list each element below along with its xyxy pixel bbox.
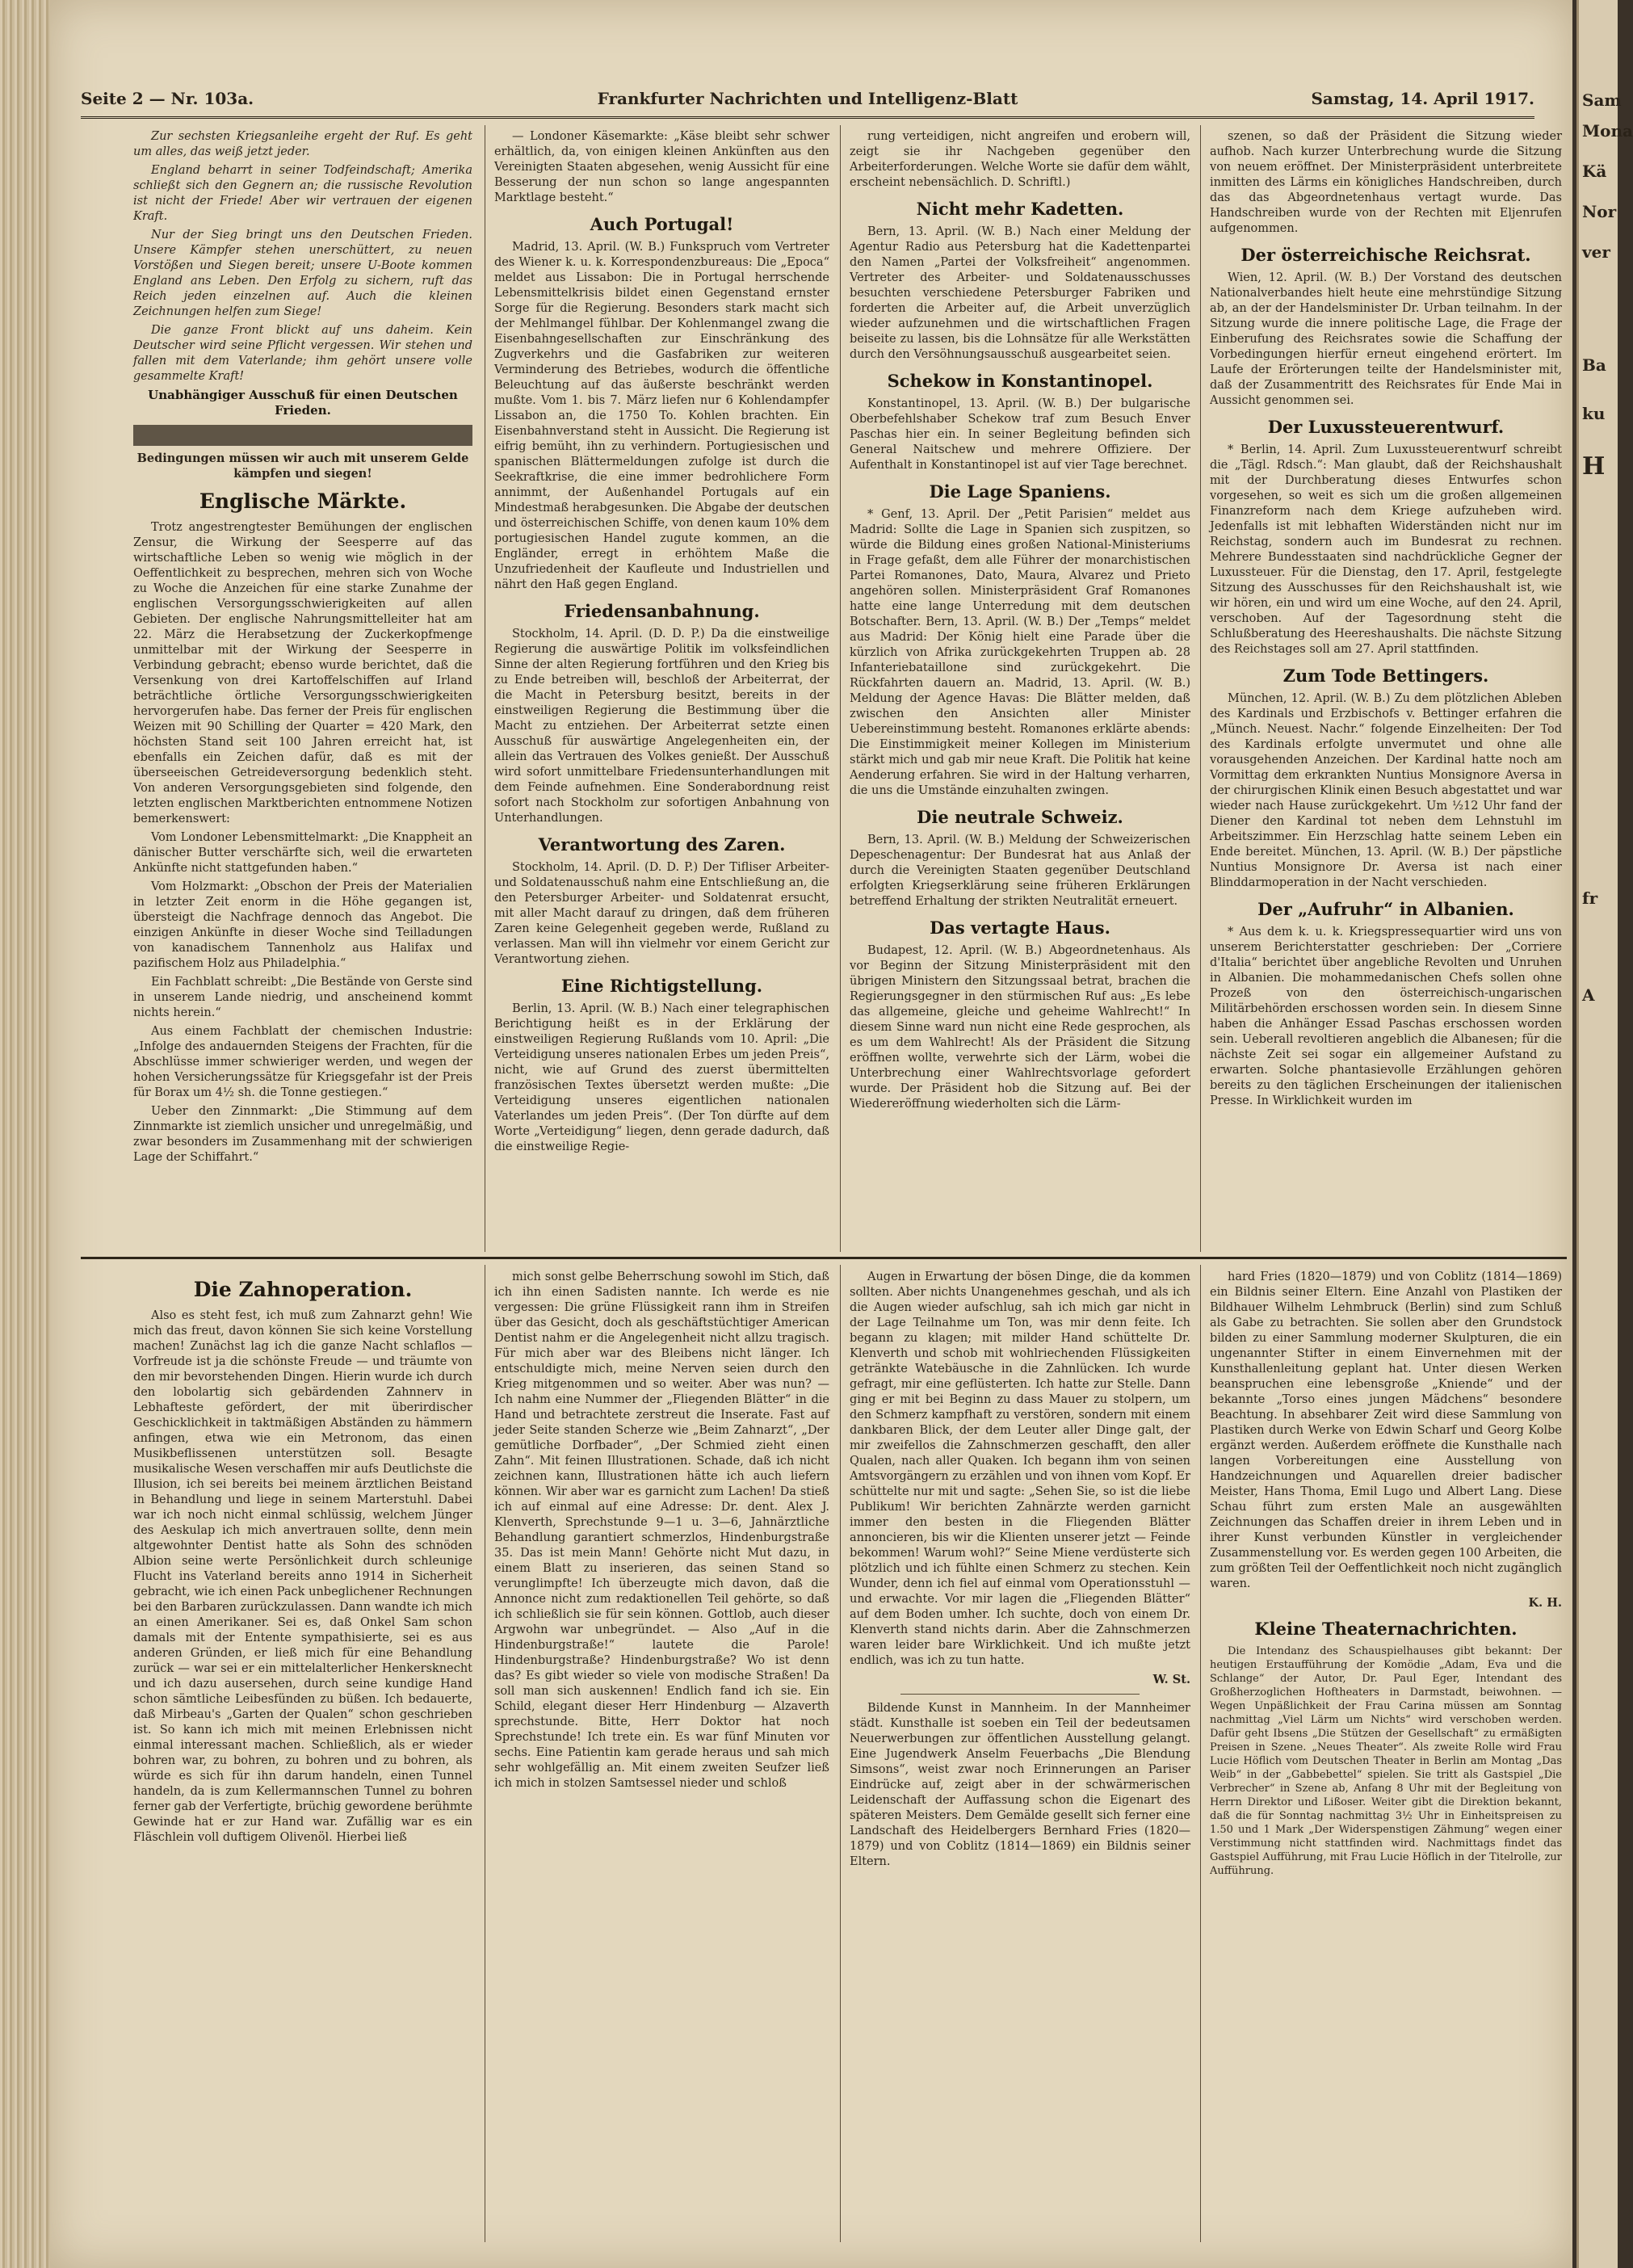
feuilleton-column-3 xyxy=(850,1270,1190,2243)
separator-line xyxy=(900,1694,1139,1695)
next-page-fragment: Kä xyxy=(1582,162,1607,181)
article-paragraph: * Aus dem k. u. k. Kriegspressequartier wird uns von unserem Berichterstatter geschrieben: Der „Corriere d'Italia“ berichtet über angebliche Revolten und Unruhen in Albanien. Die mohammedanischen Chefs sollen ohne Prozeß von den österreichisch-ungarischen Militärbehörden erschossen worden sein. In diesem Sinne haben die Anhänger Essad Paschas erschossen worden sein. Ueberall revoltieren angeblich die Albanesen; für die nächste Zeit sei sogar ein allgemeiner Aufstand zu erwarten. Solche phantasievolle Erzählungen gehören bereits zu den täglichen Erscheinungen der italienischen Presse. In Wirklichkeit wurden im xyxy=(1210,926,1562,1107)
theater-news-text: Die Intendanz des Schauspielhauses gibt bekannt: Der heutigen Erstaufführung der Komödie „Adam, Eva und die Schlange“ der Autor, Dr. Paul Eger, Intendant des Großherzoglichen Hoftheaters in Darmstadt, beiwohnen. — Wegen Unpäßlichkeit der Frau Carina müssen am Sonntag nachmittag „Viel Lärm um Nichts“ wird verschoben werden. Dafür geht Ibsens „Die Stützen der Gesellschaft“ zu ermäßigten Preisen in Szene. „Neues Theater“. Als zweite Rolle wird Frau Lucie Höflich vom Deutschen Theater in Berlin am Montag „Das Weib“ in der „Gabbebettel“ spielen. Sie tritt als Gastspiel „Die Verbrecher“ in Szene ab, Anfang 8 Uhr mit der Begleitung von Herrn Direktor und Lißoser. Weiter gibt die Direktion bekannt, daß die für Sonntag nachmittag 3½ Uhr in Einheitspreisen zu 1.50 und 1 Mark „Der Widerspenstigen Zähmung“ wegen einer Verstimmung nicht stattfinden wird. Nachmittags findet das Gastspiel Aufführung, mit Frau Lucie Höflich in der Titelrolle, zur Aufführung. xyxy=(1210,1645,1562,1877)
next-page-fragment: Nor xyxy=(1582,202,1617,221)
article-paragraph: Ein Fachblatt schreibt: „Die Bestände von Gerste sind in unserem Lande niedrig, und anscheinend kommt nichts herein.“ xyxy=(133,976,472,1019)
signature: W. St. xyxy=(1152,1673,1190,1686)
theater-news-title: Kleine Theaternachrichten. xyxy=(1254,1619,1518,1639)
shaded-banner xyxy=(133,425,472,446)
column-4 xyxy=(1210,129,1562,1252)
article-paragraph: Aus einem Fachblatt der chemischen Industrie: „Infolge des andauernden Steigens der Frachten, für die Abschlüsse immer schwieriger werden, und wegen der hohen Versicherungssätze für Kriegsgefahr ist der Preis für Borax um 4½ sh. die Tonne gestiegen.“ xyxy=(133,1025,472,1099)
appeal-signature: Unabhängiger Ausschuß für einen Deutschen Frieden. xyxy=(148,388,458,418)
feuilleton-column-2 xyxy=(494,1270,829,2243)
slogan: Bedingungen müssen wir auch mit unserem Gelde kämpfen und siegen! xyxy=(136,452,469,481)
page-header xyxy=(81,82,1534,119)
article-paragraph: Vom Holzmarkt: „Obschon der Preis der Materialien in letzter Zeit enorm in die Höhe gegangen ist, übersteigt die Nachfrage dennoch das Angebot. Die einzigen Ankünfte in dieser Woche sind Teilladungen von kanadischem Tannenholz aus Halifax und pazifischem Holz aus Philadelphia.“ xyxy=(133,880,472,970)
next-page-fragment: ver xyxy=(1582,242,1610,262)
article-title: Zum Tode Bettingers. xyxy=(1282,666,1489,686)
article-title: Die Lage Spaniens. xyxy=(929,481,1111,502)
next-page-fragment: A xyxy=(1582,985,1595,1005)
article-paragraph: Budapest, 12. April. (W. B.) Abgeordnetenhaus. Als vor Beginn der Sitzung Ministerpräsident mit den übrigen Ministern den Sitzungssaal betrat, brachen die Regierungsgegner in den stürmischen Ruf aus: „Es lebe das allgemeine, gleiche und geheime Wahlrecht!“ In diesem Sinne ward nun nicht eine Rede gesprochen, als es um dem Wahlrecht! Als der Präsident die Sitzung eröffnen wollte, verwehrte sich der Lärm, wobei die Unterbrechung einer Wahlrechtsvorlage gefordert wurde. Der Präsident hob die Sitzung auf. Bei der Wiedereröffnung wiederholten sich die Lärm- xyxy=(850,944,1190,1111)
column-3 xyxy=(850,129,1190,1252)
next-page-fragment: H xyxy=(1582,452,1606,481)
column-2 xyxy=(494,129,829,1252)
book-binding-edge xyxy=(0,0,50,2268)
article-title: Nicht mehr Kadetten. xyxy=(916,199,1124,219)
column-rule xyxy=(1200,125,1201,1252)
column-rule xyxy=(840,1265,841,2242)
article-paragraph: Konstantinopel, 13. April. (W. B.) Der bulgarische Oberbefehlshaber Schekow traf zum Besuch Enver Paschas hier ein. In seiner Begleitung befinden sich General Naitschew und mehrere Offiziere. Der Aufenthalt in Konstantinopel ist auf vier Tage berechnet. xyxy=(850,397,1190,472)
article-paragraph: * Genf, 13. April. Der „Petit Parisien“ meldet aus Madrid: Sollte die Lage in Spanien sich zuspitzen, so würde die Bildung eines großen National-Ministeriums in Frage gefaßt, dem alle Führer der monarchistischen Partei Romanones, Dato, Maura, Alvarez und Prieto angehören sollen. Ministerpräsident Graf Romanones hatte eine lange Unterredung mit dem deutschen Botschafter. Bern, 13. April. (W. B.) Der „Temps“ meldet aus Madrid: Der König hielt eine Parade über die kürzlich von Afrika zurückgekehrten Truppen ab. 28 Infanteriebataillone sind zurückgekehrt. Die Rückfahrten dauern an. Madrid, 13. April. (W. B.) Meldung der Agence Havas: Die Blätter melden, daß zwischen den Ansichten aller Minister Uebereinstimmung besteht. Romanones erklärte abends: Die Einstimmigkeit meiner Kollegen im Ministerium stärkt mich und gab mir neue Kraft. Die Politik hat keine Aenderung erfahren. Sie wird in der Haltung verharren, die uns die Umstände einzuhalten zwingen. xyxy=(850,508,1190,797)
article-paragraph: Ueber den Zinnmarkt: „Die Stimmung auf dem Zinnmarkte ist ziemlich unsicher und unregelmäßig, und zwar besonders im Zusammenhang mit der schwierigen Lage der Schiffahrt.“ xyxy=(133,1105,472,1164)
appeal-paragraph: Zur sechsten Kriegsanleihe ergeht der Ruf. Es geht um alles, das weiß jetzt jeder. xyxy=(133,130,472,158)
feuilleton-separator xyxy=(81,1257,1567,1259)
article-title: Der „Aufruhr“ in Albanien. xyxy=(1257,899,1514,919)
article-title: Eine Richtigstellung. xyxy=(560,976,763,996)
feuilleton-paragraph: Also es steht fest, ich muß zum Zahnarzt gehn! Wie mich das freut, davon können Sie sich keine Vorstellung machen! Zunächst lag ich die ganze Nacht schlaflos — Vorfreude ist ja die schönste Freude — und träumte von den mir bevorstehenden Dingen. Hierin wurde ich durch den lobolartig sich gebärdenden Zahnnerv in Lebhafteste gefördert, der mit überirdischer Geschicklichkeit in taktmäßigen Abständen zu hämmern anfingen, etwa wie ein Metronom, das einen Musikbeflissenen unterstützen soll. Besagte musikalische Wesen verschaffen mir aufs Deutlichste die Illusion, ich sei bereits bei meinem ärztlichen Beistand in Behandlung und liege in seinem Marterstuhl. Dabei war ich noch nicht einmal schlüssig, welchem Jünger des Aeskulap ich mich anvertrauen sollte, denn mein altgewohnter Dentist hatte als Sohn des schnöden Albion seine werte Persönlichkeit durch schleunige Flucht ins Vaterland bereits anno 1914 in Sicherheit gebracht, wie ich einen Pack unbeglichener Rechnungen bei den Barbaren zurückzulassen. Dann wandte ich mich an einen Amerikaner. Sei es, daß Onkel Sam schon damals mit der Entente sympathisierte, sei es aus anderen Gründen, er ließ mich für eine Behandlung zurück — war sei er ein mittelalterlicher Henkersknecht und ich dazu ausersehen, durch seine kundige Hand schon sämtliche Leibesfünden zu büßen. Ich bedauerte, daß Mirbeau's „Garten der Qualen“ schon geschrieben ist. So kann ich mich mit meinen Erlebnissen nicht einmal interessant machen. Schließlich, als er wieder bohren war, zu bohren, zu bohren und zu bohren, als würde es sich für ihn darum handeln, einen Tunnel handeln, da is zum Kellermannschen Tunnel zu bohren ferner gab der Verfertigte, brüchig gewordene berühmte Gewinde hat er zur Hand war. Zufällig war es ein Fläschlein voll duftigem Olivenöl. Hierbei ließ xyxy=(133,1309,472,1844)
page-number: Seite 2 — Nr. 103a. xyxy=(81,89,254,108)
article-paragraph: Bern, 13. April. (W. B.) Meldung der Schweizerischen Depeschenagentur: Der Bundesrat hat aus Anlaß der durch die Vereinigten Staaten gegenüber Deutschland erfolgten Kriegserklärung seine früheren Erklärungen betreffend Erhaltung der strikten Neutralität erneuert. xyxy=(850,834,1190,908)
feuilleton-column-1 xyxy=(133,1270,472,2243)
column-rule xyxy=(840,125,841,1252)
feuilleton-paragraph: Augen in Erwartung der bösen Dinge, die da kommen sollten. Aber nichts Unangenehmes geschah, und als ich die Augen wieder aufschlug, sah ich mich gar nicht in der Lage Teilnahme um Ton, was mir denn feite. Ich begann zu klagen; mit milder Hand schüttelte Dr. Klenverth und schob mit wohlriechenden Flüssigkeiten getränkte Watebäusche in die Zahnlücken. Ich wurde gefragt, mir eine geflüsterten. Ich hatte zur Stelle. Dann ging er mit bei Beginn zu dass Mauer zu stolpern, um den Schmerz kampfhaft zu verstören, sondern mit einem dankbaren Blick, der dem Leuter aller Dinge galt, der mir zweifellos die Zahnschmerzen geschafft, den aller Qualen, nach aller Quaken. Ich begann ihm von seinen Amtsvorgängern zu erzählen und von ihnen vom Kopf. Er schüttelte nur mit und sagte: „Sehen Sie, so ist die liebe Publikum! Wir berichten Zahnärzte werden garnicht immer den besten in die Fliegenden Blätter annoncieren, bis wir die Klienten unserer jetzt — Feinde bekommen! Warum wohl?“ Seine Miene verdüsterte sich plötzlich und ich fühlte einen Schmerz zu stechen. Kein Wunder, denn ich fiel auf einmal vom Operationsstuhl — und erwachte. Vor mir lagen die „Fliegenden Blätter“ auf dem Boden umher. Ich suchte, doch von einem Dr. Klenverth stand nichts darin. Aber die Zahnschmerzen waren leider bare Wirklichkeit. Und ich mußte jetzt endlich, was ich zu tun hatte. xyxy=(850,1270,1190,1667)
article-title: Die neutrale Schweiz. xyxy=(917,807,1123,827)
art-note: Bildende Kunst in Mannheim. In der Mannheimer städt. Kunsthalle ist soeben ein Teil der bedeutsamen Neuerwerbungen zur öffentlichen Ausstellung gelangt. Eine Jugendwerk Anselm Feuerbachs „Die Blendung Simsons“, weist zwar noch Erinnerungen an Pariser Eindrücke auf, zeigt aber in der schwärmerischen Leidenschaft der Auffassung schon die Eigenart des späteren Meisters. Dem Gemälde gesellt sich ferner eine Landschaft des Heidelbergers Bernhard Fries (1820—1879) und von Coblitz (1814—1869) ein Bildnis seiner Eltern. xyxy=(850,1702,1190,1868)
art-note-continued: hard Fries (1820—1879) und von Coblitz (1814—1869) ein Bildnis seiner Eltern. Eine Anzahl von Plastiken der Bildhauer Wilhelm Lehmbruck (Berlin) sind zum Schluß als Gabe zu betrachten. Sie sollen aber den Grundstock bilden zu einer Sammlung moderner Skulpturen, die ein ungenannter Stifter in einem Einvernehmen mit der Kunsthallenleitung geplant hat. Unter diesen Werken beanspruchen eine lebensgroße „Kniende“ und der bekannte „Torso eines jungen Mädchens“ besondere Beachtung. In absehbarer Zeit wird diese Sammlung von Plastiken durch Werke von Edwin Scharf und Georg Kolbe ergänzt werden. Außerdem eröffnete die Kunsthalle nach langen Vorbereitungen eine Ausstellung von Handzeichnungen und Aquarellen dreier badischer Meister, Hans Thoma, Emil Lugo und Albert Lang. Diese Schau führt zum ersten Male an ausgewählten Zeichnungen das Schaffen dreier in ihrem Leben und in ihrer Kunst verbunden Künstler in vergleichender Zusammenstellung vor. Es werden gegen 100 Arbeiten, die zum größten Teil der Oeffentlichkeit noch nicht zugänglich waren. xyxy=(1210,1270,1562,1590)
feuilleton-paragraph: mich sonst gelbe Beherrschung sowohl im Stich, daß ich ihn einen Sadisten nannte. Ich werde es nie vergessen: Die grüne Flüssigkeit rann ihm in Streifen über das Gesicht, doch als geschäftstüchtiger American Dentist nahm er die Angelegenheit nicht allzu tragisch. Für mich aber war des Bleibens nicht länger. Ich entschuldigte mich, meine Nerven seien durch den Krieg mitgenommen und so weiter. Aber was nun? — Ich nahm eine Nummer der „Fliegenden Blätter“ in die Hand und betrachtete zerstreut die Inserate. Fast auf jeder Seite standen Scherze wie „Beim Zahnarzt“, „Der gemütliche Dorfbader“, „Der Schmied zieht einen Zahn“. Mit feinen Illustrationen. Schade, daß ich nicht zeichnen kann, Illustrationen hätte ich auch liefern können. Wir aber war es garnicht zum Lachen! Da stieß ich auf einmal auf eine Adresse: Dr. dent. Alex J. Klenverth, Sprechstunde 9—1 u. 3—6, Jahnärztliche Behandlung garantiert schmerzlos, Hindenburgstraße 35. Das ist mein Mann! Gehörte nicht Mut dazu, in einem Blatt zu inserieren, das seinen Stand so verunglimpfte! Ich überzeugte mich davon, daß die Annonce nicht zum redaktionellen Teil gehörte, so daß ich schließlich sie für sein können. Gottlob, auch dieser Argwohn war unbegründet. — Also „Auf in die Hindenburgstraße!“ lautete die Parole! Hindenburgstraße? Hindenburgstraße? Wo ist denn das? Es gibt wieder so viele von modische Straßen! Da soll man sich auskennen! Endlich fand ich sie. Ein Schild, elegant dieser Herr Hindenburg — Alzaverth sprechstunde. Bitte, Herr Doktor hat noch Sprechstunde! Ich trete ein. Es war fünf Minuten vor sechs. Eine Patientin kam gerade heraus und sah mich sehr wohlgefällig an. Mit einem zweiten Seufzer ließ ich mich in stolzen Samtsessel nieder und schloß xyxy=(494,1270,829,1790)
next-page-fragment: Mona xyxy=(1582,121,1633,141)
article-title: Friedensanbahnung. xyxy=(564,601,760,621)
article-title: Englische Märkte. xyxy=(199,489,407,513)
issue-date: Samstag, 14. April 1917. xyxy=(1311,89,1534,108)
article-paragraph: Stockholm, 14. April. (D. D. P.) Da die einstweilige Regierung die auswärtige Politik im volksfeindlichen Sinne der alten Regierung fortführen und den Krieg bis zu Ende betreiben will, beschloß der Arbeiterrat, der die Macht in Petersburg besitzt, bereits in der einstweiligen Regierung die Bestimmung über die Macht zu entziehen. Der Arbeiterrat setzte einen Ausschuß für auswärtige Angelegenheiten ein, der allein das Vertrauen des Volkes genießt. Der Ausschuß wird sofort unmittelbare Friedensunterhandlungen mit dem Feinde aufnehmen. Eine Sonderabordnung reist sofort nach Stockholm zur sofortigen Anbahnung von Unterhandlungen. xyxy=(494,628,829,825)
article-title: Das vertagte Haus. xyxy=(930,918,1110,938)
article-title: Auch Portugal! xyxy=(590,214,734,234)
feuilleton-column-4 xyxy=(1210,1270,1562,2243)
article-paragraph: Stockholm, 14. April. (D. D. P.) Der Tifliser Arbeiter- und Soldatenausschuß nahm eine Entschließung an, die den Petersburger Arbeiter- und Soldatenrat ersucht, mit aller Macht darauf zu dringen, daß dem früheren Zaren keine Gelegenheit gegeben werde, Rußland zu verlassen. Man will ihn vielmehr vor einem Gericht zur Verantwortung ziehen. xyxy=(494,861,829,966)
article-paragraph: Madrid, 13. April. (W. B.) Funkspruch vom Vertreter des Wiener k. u. k. Korrespondenzbureaus: Die „Epoca“ meldet aus Lissabon: Die in Portugal herrschende Lebensmittelkrisis bildet einen Gegenstand ernster Sorge für die Regierung. Besonders stark macht sich der Mehlmangel fühlbar. Der Kohlenmangel zwang die Eisenbahngesellschaften zur Einschränkung des Zugverkehrs und die Gasfabriken zur weiteren Verminderung des Betriebes, wodurch die öffentliche Beleuchtung auf das äußerste beschränkt werden mußte. Vom 1. bis 7. März liefen nur 6 Kohlendampfer Lissabon an, die 1750 To. Kohlen brachten. Ein Eisenbahnverstand steht in Aussicht. Die Regierung ist eifrig bemüht, ihn zu verhindern. Portugiesischen und spanischen Blättermeldungen zufolge ist durch die Seekraftkrise, die eine immer bedrohlichere Form annimmt, der Außenhandel Portugals auf ein Mindestmaß herabgesunken. Die Abgabe der deutschen und österreichischen Schiffe, von denen kaum 10% dem portugiesischen Handel zugute kommen, an die Engländer, erregt in erhöhtem Maße die Unzufriedenheit der Kaufleute und Industriellen und nährt den Haß gegen England. xyxy=(494,241,829,591)
article-paragraph: szenen, so daß der Präsident die Sitzung wieder aufhob. Nach kurzer Unterbrechung wurde die Sitzung von neuem eröffnet. Der Ministerpräsident unterbreitete inmitten des Lärms ein königliches Handschreiben, durch das das Abgeordnetenhaus vertagt wurde. Das Handschreiben wurde von der Rechten mit Eljenrufen aufgenommen. xyxy=(1210,130,1562,235)
article-paragraph: Bern, 13. April. (W. B.) Nach einer Meldung der Agentur Radio aus Petersburg hat die Kadettenpartei den Namen „Partei der Volksfreiheit“ angenommen. Vertreter des Arbeiter- und Soldatenausschusses besuchten verschiedene Petersburger Fabriken und forderten die Arbeiter auf, die Arbeit unverzüglich wieder aufzunehmen und die wirtschaftlichen Fragen beiseite zu lassen, bis die Lohnsätze für alle Werkstätten durch den Versöhnungsausschuß ausgearbeitet seien. xyxy=(850,225,1190,361)
next-page-fragment: Ba xyxy=(1582,355,1606,375)
appeal-paragraph: Die ganze Front blickt auf uns daheim. Kein Deutscher wird seine Pflicht vergessen. Wir stehen und fallen mit dem Vaterlande; ihm gehört unsere volle gesammelte Kraft! xyxy=(133,324,472,383)
article-paragraph: Wien, 12. April. (W. B.) Der Vorstand des deutschen Nationalverbandes hielt heute eine mehrstündige Sitzung ab, an der der Handelsminister Dr. Urban teilnahm. In der Sitzung wurde die innere politische Lage, die Frage der Einberufung des Reichsrates sowie die Schaffung der Vorbedingungen hierfür erneut eingehend erörtert. Im Laufe der Erörterungen teilte der Handelsminister mit, daß der Zusammentritt des Reichsrates für Ende Mai in Aussicht genommen sei. xyxy=(1210,271,1562,407)
article-paragraph: Berlin, 13. April. (W. B.) Nach einer telegraphischen Berichtigung heißt es in der Erklärung der einstweiligen Regierung Rußlands vom 10. April: „Die Verteidigung unseres nationalen Erbes um jeden Preis“, nicht, wie auf Grund des zuerst übermittelten französischen Textes übersetzt werden mußte: „Die Verteidigung unseres eigentlichen nationalen Vaterlandes um jeden Preis“. (Der Ton dürfte auf dem Worte „Verteidigung“ liegen, denn gerade dadurch, daß die einstweilige Regie- xyxy=(494,1002,829,1153)
appeal-paragraph: England beharrt in seiner Todfeindschaft; Amerika schließt sich den Gegnern an; die russische Revolution ist nicht der Friede! Aber wir vertrauen der eigenen Kraft. xyxy=(133,164,472,223)
appeal-paragraph: Nur der Sieg bringt uns den Deutschen Frieden. Unsere Kämpfer stehen unerschüttert, zu neuen Vorstößen und Siegen bereit; unsere U-Boote kommen England ans Leben. Den Erfolg zu sichern, ruft das Reich jeden einzelnen auf. Auch die kleinen Zeichnungen helfen zum Siege! xyxy=(133,229,472,318)
article-title: Verantwortung des Zaren. xyxy=(538,834,786,855)
column-rule xyxy=(1200,1265,1201,2242)
article-title: Schekow in Konstantinopel. xyxy=(887,371,1153,391)
article-paragraph: Trotz angestrengtester Bemühungen der englischen Zensur, die Wirkung der Seesperre auf das wirtschaftliche Leben so wenig wie möglich in der Oeffentlichkeit zu besprechen, mehren sich von Woche zu Woche die Anzeichen für eine starke Zunahme der englischen Versorgungsschwierigkeiten auf allen Gebieten. Der englische Nahrungsmittelleiter hat am 22. März die Herabsetzung der Zuckerkopfmenge unmittelbar mit der Wirkung der Seesperre in Verbindung gebracht; ebenso wurde berichtet, daß die Versenkung von drei Kartoffelschiffen auf Irland beträchtliche örtliche Versorgungsschwierigkeiten hervorgerufen habe. Das ferner der Preis für englischen Weizen mit 90 Schilling der Quarter = 420 Mark, den höchsten Stand seit 100 Jahren erreicht hat, ist ebenfalls ein Zeichen dafür, daß es mit der überseeischen Getreideversorgung bedenklich steht. Von anderen Versorgungsgebieten sind folgende, den letzten englischen Marktberichten entnommene Notizen bemerkenswert: xyxy=(133,521,472,825)
article-paragraph: München, 12. April. (W. B.) Zu dem plötzlichen Ableben des Kardinals und Erzbischofs v. Bettinger erfahren die „Münch. Neuest. Nachr.“ folgende Einzelheiten: Der Tod des Kardinals erfolgte unvermutet und ohne alle vorausgehenden Anzeichen. Der Kardinal hatte noch am Vormittag dem erkrankten Nuntius Monsignore Aversa in der chirurgischen Klinik einen Besuch abgestattet und war wieder nach Hause zurückgekehrt. Um ½12 Uhr fand der Diener den Kardinal tot neben dem Lehnstuhl im Arbeitszimmer. Ein Herzschlag hatte seinem Leben ein Ende bereitet. München, 13. April. (W. B.) Der päpstliche Nuntius Monsignore Dr. Aversa ist nach einer Blinddarmoperation in der Nacht verschieden. xyxy=(1210,692,1562,889)
next-page-edge xyxy=(1576,0,1633,2268)
article-title: Der österreichische Reichsrat. xyxy=(1240,245,1531,265)
article-paragraph: rung verteidigen, nicht angreifen und erobern will, zeigt sie ihr Nachgeben gegenüber den Arbeiterforderungen. Welche Worte sie dafür dem wählt, erscheint nebensächlich. D. Schriftl.) xyxy=(850,130,1190,189)
column-1 xyxy=(133,129,472,1252)
next-page-fragment: ku xyxy=(1582,404,1606,423)
signature: K. H. xyxy=(1528,1596,1562,1610)
article-paragraph: — Londoner Käsemarkte: „Käse bleibt sehr schwer erhältlich, da, von einigen kleinen Ankünften aus den Vereinigten Staaten abgesehen, wenig Aussicht für eine Besserung der nun schon so lange angespannten Marktlage besteht.“ xyxy=(494,130,829,204)
article-paragraph: Vom Londoner Lebensmittelmarkt: „Die Knappheit an dänischer Butter verschärfte sich, weil die erwarteten Ankünfte nicht stattgefunden haben.“ xyxy=(133,831,472,875)
feuilleton-title: Die Zahnoperation. xyxy=(193,1278,413,1301)
next-page-fragment: fr xyxy=(1582,888,1598,908)
article-paragraph: * Berlin, 14. April. Zum Luxussteuerentwurf schreibt die „Tägl. Rdsch.“: Man glaubt, daß der Reichshaushalt mit der Durchberatung dieses Entwurfes schon vorgesehen, so weit es sich um die großen allgemeinen Finanzreform nach dem Kriege aufzuheben wird. Jedenfalls ist mit lebhaften Widerständen nicht nur im Reichstag, sondern auch im Bundesrat zu rechnen. Mehrere Bundesstaaten sind nachdrückliche Gegner der Luxussteuer. Für die Dienstag, den 17. April, festgelegte Sitzung des Ausschusses für den Reichshaushalt ist, wie wir hören, ein und wird um eine Woche, auf den 24. April, verschoben. Auf der Tagesordnung steht die Schlußberatung des Heereshaushalts. Die nächste Sitzung des Reichstages soll am 27. April stattfinden. xyxy=(1210,443,1562,656)
masthead-title: Frankfurter Nachrichten und Intelligenz-Blatt xyxy=(597,89,1018,108)
article-title: Der Luxussteuerentwurf. xyxy=(1267,417,1505,437)
next-page-fragment: Sam xyxy=(1582,90,1622,110)
